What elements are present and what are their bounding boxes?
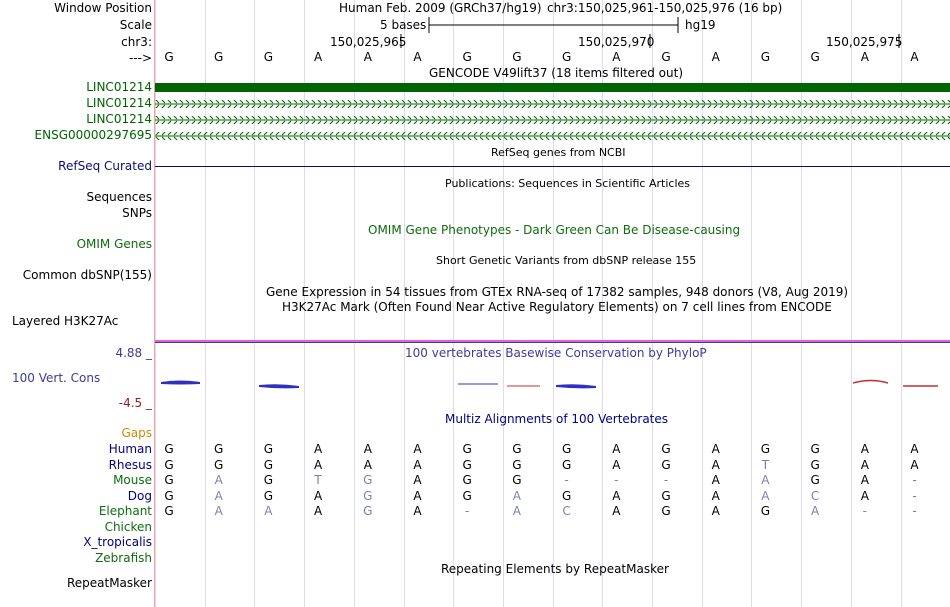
phylop-signal[interactable] — [155, 370, 950, 410]
aligned-base: A — [413, 473, 422, 487]
aligned-base: - — [564, 473, 569, 487]
aligned-base: A — [711, 488, 720, 503]
aligned-base: G — [214, 457, 224, 472]
aligned-base: - — [912, 504, 917, 518]
aligned-base: G — [661, 488, 671, 503]
track-display[interactable] — [155, 0, 950, 607]
aligned-base: G — [164, 473, 174, 487]
layered-h3k27ac-label[interactable]: Layered H3K27Ac — [12, 314, 119, 328]
coord-label-1: 150,025,965 — [330, 35, 407, 49]
aligned-base: A — [313, 442, 323, 456]
species-label[interactable]: Rhesus — [108, 457, 152, 472]
aligned-base: G — [263, 457, 274, 472]
base-letter: A — [860, 50, 869, 64]
aligned-base: A — [363, 442, 372, 456]
aligned-base: G — [661, 457, 671, 472]
refseq-gene-line[interactable] — [155, 166, 950, 167]
aligned-base: G — [263, 488, 274, 503]
gaps-label[interactable]: Gaps — [121, 426, 152, 440]
h3k27ac-title: H3K27Ac Mark (Often Found Near Active Regulatory Elements) on 7 cell lines from ENCODE — [282, 300, 832, 314]
dbsnp-title: Short Genetic Variants from dbSNP release 155 — [436, 254, 697, 267]
aligned-base: G — [561, 488, 572, 503]
gene-bar-1[interactable] — [155, 83, 950, 92]
aligned-base: A — [711, 457, 720, 472]
aligned-base: - — [912, 473, 917, 487]
aligned-base: - — [465, 504, 470, 518]
base-letter: G — [760, 50, 771, 64]
gene-strand-lines[interactable] — [155, 96, 950, 146]
db-text: hg19 — [685, 18, 716, 32]
aligned-base: A — [761, 488, 770, 503]
common-dbsnp-label[interactable]: Common dbSNP(155) — [22, 268, 152, 282]
aligned-base: C — [810, 488, 820, 503]
gene-label-3[interactable]: LINC01214 — [86, 112, 152, 126]
aligned-base: G — [462, 488, 472, 503]
gene-label-1[interactable]: LINC01214 — [86, 80, 152, 94]
base-letter: G — [164, 50, 174, 64]
aligned-base: A — [711, 473, 720, 487]
aligned-base: G — [512, 473, 522, 487]
aligned-base: A — [612, 488, 621, 503]
aligned-base: A — [860, 442, 869, 456]
aligned-base: G — [462, 457, 472, 472]
repeatmasker-label[interactable]: RepeatMasker — [66, 576, 152, 590]
chrom-label: chr3: — [121, 35, 152, 49]
repeatmasker-title: Repeating Elements by RepeatMasker — [441, 562, 669, 576]
vert-cons-label[interactable]: 100 Vert. Cons — [12, 371, 101, 385]
strand-arrow-label: ---> — [128, 51, 152, 65]
aligned-base: G — [164, 488, 174, 503]
aligned-base: A — [313, 488, 323, 503]
aligned-base: G — [363, 473, 373, 487]
aligned-base: A — [711, 442, 720, 456]
base-letter: G — [462, 50, 472, 64]
aligned-base: G — [760, 504, 771, 518]
species-label[interactable]: Elephant — [98, 504, 152, 518]
aligned-base: G — [214, 442, 224, 456]
position-text: chr3:150,025,961-150,025,976 (16 bp) — [547, 1, 783, 15]
aligned-base: G — [164, 442, 174, 456]
publications-title: Publications: Sequences in Scientific Articles — [445, 177, 690, 190]
gene-label-4[interactable]: ENSG00000297695 — [34, 128, 152, 142]
scale-text: 5 bases — [380, 18, 427, 32]
assembly-title: Human Feb. 2009 (GRCh37/hg19) — [339, 1, 542, 15]
aligned-base: G — [561, 442, 572, 456]
species-label[interactable]: Chicken — [104, 519, 152, 534]
aligned-base: A — [761, 473, 770, 487]
species-label[interactable]: Dog — [127, 488, 152, 503]
aligned-base: A — [214, 473, 223, 487]
aligned-base: - — [663, 473, 669, 487]
aligned-base: A — [512, 504, 521, 518]
aligned-base: G — [263, 442, 274, 456]
aligned-base: G — [363, 504, 373, 518]
species-label[interactable]: X_tropicalis — [83, 535, 152, 549]
aligned-base: A — [910, 442, 919, 456]
aligned-base: G — [661, 504, 671, 518]
omim-genes-label[interactable]: OMIM Genes — [76, 237, 152, 251]
aligned-base: A — [313, 504, 323, 518]
omim-title: OMIM Gene Phenotypes - Dark Green Can Be Disease-causing — [368, 223, 741, 237]
aligned-base: G — [561, 457, 572, 472]
base-letter: A — [612, 50, 621, 64]
aligned-base: A — [860, 457, 869, 472]
species-label[interactable]: Mouse — [113, 473, 152, 487]
gene-label-2[interactable]: LINC01214 — [86, 96, 152, 110]
aligned-base: A — [214, 504, 223, 518]
aligned-base: T — [314, 473, 322, 487]
scale-label: Scale — [119, 18, 152, 32]
aligned-base: A — [860, 473, 869, 487]
base-letter: G — [561, 50, 572, 64]
aligned-base: A — [363, 457, 372, 472]
aligned-base: A — [612, 442, 621, 456]
aligned-base: A — [512, 488, 521, 503]
aligned-base: G — [512, 457, 522, 472]
track-labels — [0, 0, 155, 607]
aligned-base: G — [462, 473, 472, 487]
aligned-base: C — [562, 504, 571, 518]
aligned-base: G — [512, 442, 522, 456]
aligned-base: A — [612, 457, 621, 472]
aligned-base: G — [810, 473, 820, 487]
aligned-base: A — [413, 457, 422, 472]
gencode-title: GENCODE V49lift37 (18 items filtered out) — [429, 66, 684, 80]
aligned-base: G — [263, 473, 274, 487]
species-label[interactable]: Human — [108, 442, 152, 456]
base-letter: A — [910, 50, 919, 64]
h3k27ac-baseline — [155, 342, 950, 343]
phylop-max-label: 4.88 _ — [115, 346, 152, 360]
base-letter: A — [363, 50, 372, 64]
base-letter: A — [711, 50, 720, 64]
refseq-curated-label[interactable]: RefSeq Curated — [58, 159, 152, 173]
base-letter: G — [810, 50, 820, 64]
refseq-title: RefSeq genes from NCBI — [491, 146, 626, 159]
gtex-title: Gene Expression in 54 tissues from GTEx RNA-seq of 17382 samples, 948 donors (V8, Aug 2019) — [266, 285, 849, 299]
aligned-base: - — [614, 473, 619, 487]
multiz-title: Multiz Alignments of 100 Vertebrates — [445, 412, 669, 426]
aligned-base: A — [910, 457, 919, 472]
aligned-base: T — [761, 457, 770, 472]
aligned-base: A — [413, 488, 422, 503]
aligned-base: A — [810, 504, 820, 518]
aligned-base: A — [313, 457, 323, 472]
aligned-base: G — [462, 442, 472, 456]
aligned-base: G — [164, 457, 174, 472]
coord-label-2: 150,025,970 — [578, 35, 655, 49]
phylop-title: 100 vertebrates Basewise Conservation by PhyloP — [405, 346, 707, 360]
aligned-base: G — [760, 442, 771, 456]
aligned-base: A — [413, 442, 422, 456]
window-position-label: Window Position — [54, 1, 152, 15]
sequences-label[interactable]: Sequences — [86, 190, 152, 204]
base-letter: G — [512, 50, 522, 64]
base-letter: G — [214, 50, 224, 64]
species-label[interactable]: Zebrafish — [95, 550, 152, 565]
base-letter: A — [413, 50, 422, 64]
aligned-base: A — [860, 488, 869, 503]
aligned-base: A — [214, 488, 223, 503]
aligned-base: A — [711, 504, 720, 518]
aligned-base: A — [612, 504, 621, 518]
base-letter: G — [661, 50, 671, 64]
aligned-base: G — [164, 504, 174, 518]
base-letter: G — [263, 50, 274, 64]
aligned-base: G — [810, 457, 820, 472]
aligned-base: - — [862, 504, 867, 518]
phylop-min-label: -4.5 _ — [118, 396, 152, 410]
aligned-base: A — [264, 504, 273, 518]
snps-label[interactable]: SNPs — [122, 206, 152, 220]
aligned-base: G — [810, 442, 820, 456]
aligned-base: G — [363, 488, 373, 503]
aligned-base: A — [413, 504, 422, 518]
base-letter: A — [313, 50, 323, 64]
coord-label-3: 150,025,975 — [826, 35, 903, 49]
aligned-base: G — [661, 442, 671, 456]
aligned-base: - — [912, 488, 917, 503]
